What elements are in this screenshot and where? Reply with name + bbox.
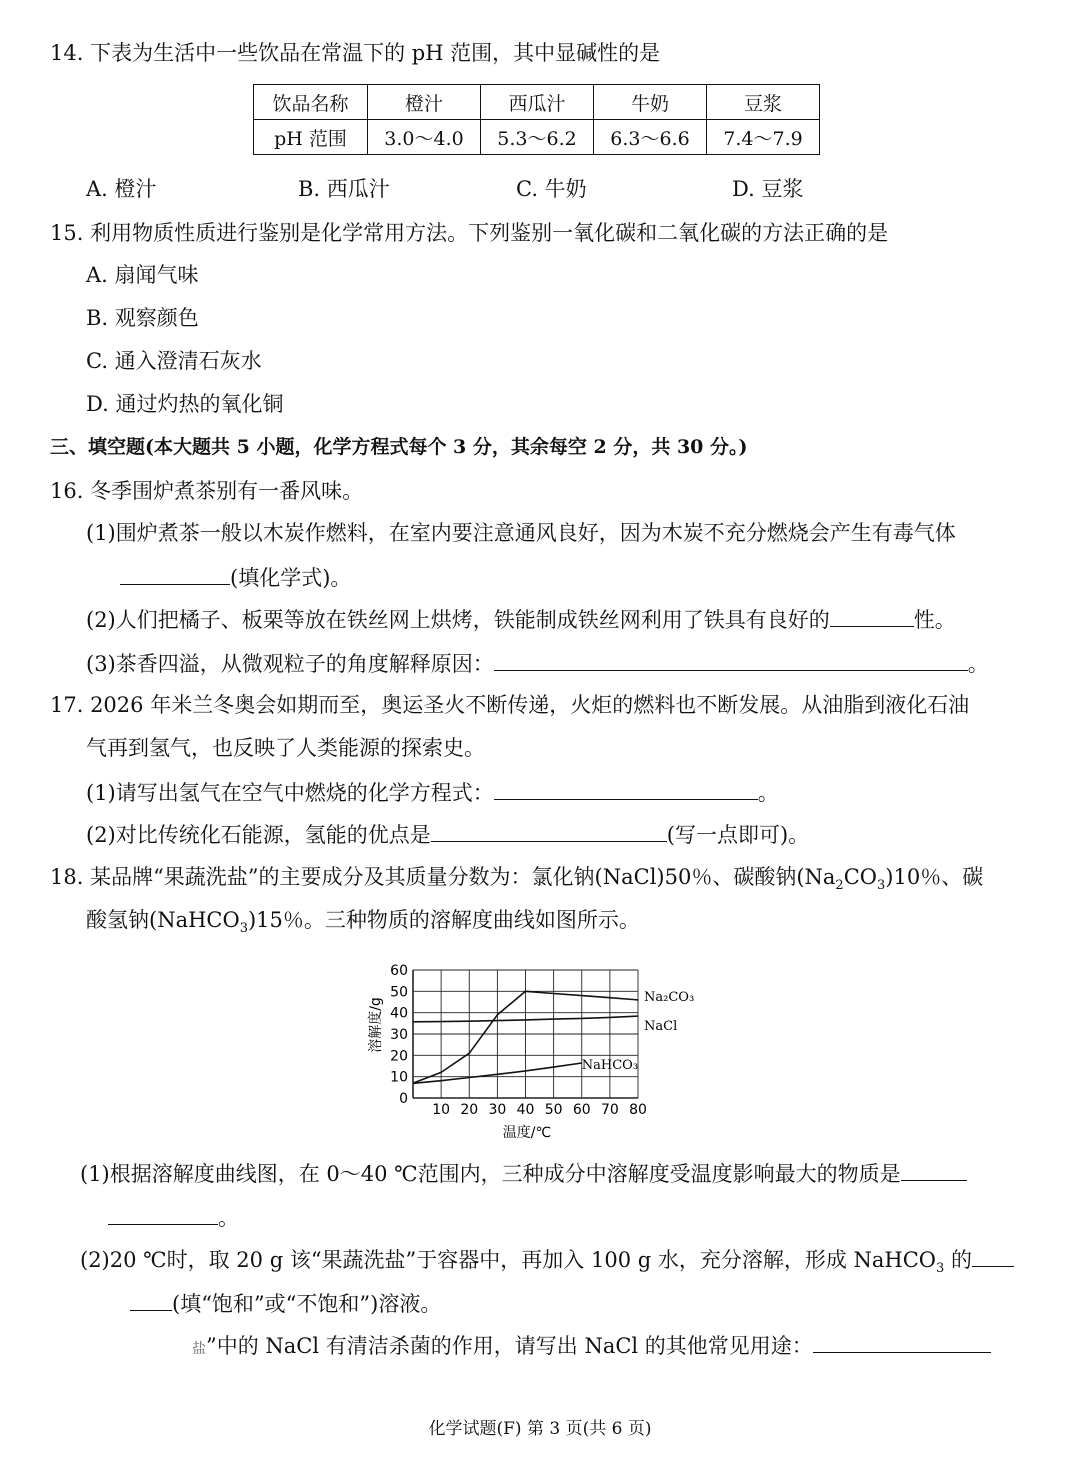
table-cell: 7.4～7.9 [707,120,820,155]
q16-p1-line [86,562,351,593]
q17-stem1: 17. 2026 年米兰冬奥会如期而至，奥运圣火不断传递，火炬的燃料也不断发展。从油脂到液化石油 [50,693,970,717]
table-cell: 牛奶 [594,85,707,120]
q18-stem1 [50,862,983,901]
q15-option-b: B. 观察颜色 [86,306,199,330]
y-tick-label: 0 [399,1091,408,1107]
q14-option-c: C. 牛奶 [516,177,587,201]
table-cell: 豆浆 [707,85,820,120]
y-tick-label: 10 [390,1069,408,1086]
x-tick-label: 20 [460,1102,479,1118]
q17-p1-line [86,777,779,808]
answer-blank[interactable] [431,819,667,842]
y-tick-label: 60 [390,963,408,979]
q18-p2a: (2)20 ℃时，取 20 g 该“果蔬洗盐”于容器中，再加入 100 g 水，充分溶解，形成 NaHCO [80,1248,937,1272]
table-cell: 5.3～6.2 [481,120,594,155]
y-tick-label: 50 [390,984,408,1001]
x-tick-label: 70 [600,1102,619,1118]
q16-p2a: (2)人们把橘子、板栗等放在铁丝网上烘烤，铁能制成铁丝网利用了铁具有良好的 [86,608,830,632]
y-tick-label: 30 [390,1027,408,1043]
section-heading: 三、填空题(本大题共 5 小题，化学方程式每个 3 分，其余每空 2 分，共 30 分。) [50,436,748,458]
table-cell: pH 范围 [254,120,368,155]
chart-ticks [390,963,647,1118]
table-cell: 3.0～4.0 [368,120,481,155]
answer-blank[interactable] [813,1330,991,1353]
ph-table [253,84,820,155]
q15-option-c: C. 通入澄清石灰水 [86,349,262,373]
y-tick-label: 40 [390,1005,408,1022]
q14-option-b: B. 西瓜汁 [298,177,390,201]
answer-blank[interactable] [108,1202,218,1225]
solubility-chart [360,955,710,1145]
answer-blank[interactable] [972,1244,1014,1267]
q16-stem: 16. 冬季围炉煮茶别有一番风味。 [50,479,364,503]
series-label: Na₂CO₃ [644,989,695,1005]
answer-blank[interactable] [901,1158,967,1181]
q18-stem2b: )15％。三种物质的溶解度曲线如图所示。 [247,908,640,932]
q14-option-d: D. 豆浆 [732,177,804,201]
q16-p3-line [86,648,989,679]
q14-stem: 14. 下表为生活中一些饮品在常温下的 pH 范围，其中显碱性的是 [50,41,661,65]
series-label: NaHCO₃ [581,1058,639,1074]
q14-option-a: A. 橙汁 [86,177,157,201]
answer-blank[interactable] [120,562,230,585]
q18-p2c: (填“饱和”或“不饱和”)溶液。 [172,1292,442,1316]
subscript: 3 [239,921,248,937]
table-cell: 橙汁 [368,85,481,120]
q16-p3b: 。 [967,652,989,676]
q18-p1a: (1)根据溶解度曲线图，在 0～40 ℃范围内，三种成分中溶解度受温度影响最大的物质是 [80,1162,901,1186]
series-label: NaCl [644,1019,678,1035]
y-tick-label: 20 [390,1048,408,1065]
q16-p1a: (1)围炉煮茶一般以木炭作燃料，在室内要注意通风良好，因为木炭不充分燃烧会产生有毒气体 [86,521,956,545]
q15-option-d: D. 通过灼热的氧化铜 [86,392,284,416]
x-tick-label: 50 [544,1102,563,1118]
answer-blank[interactable] [494,648,968,671]
q18-p1-line [80,1158,967,1189]
x-tick-label: 60 [572,1102,591,1118]
x-tick-label: 10 [432,1102,451,1118]
q16-p2b: 性。 [913,608,956,632]
q18-p3-fragment: 盐 [192,1341,206,1357]
subscript: 2 [835,878,844,894]
q18-p2b: 的 [944,1248,972,1272]
table-cell: 6.3～6.6 [594,120,707,155]
q18-p3-line [192,1330,991,1364]
q16-p1b: (填化学式)。 [230,566,352,590]
q16-p2-line [86,604,956,635]
q17-stem2: 气再到氢气，也反映了人类能源的探索史。 [86,736,485,760]
q17-p2b: (写一点即可)。 [666,823,810,847]
table-cell: 饮品名称 [254,85,368,120]
x-tick-label: 40 [516,1102,535,1118]
q17-p2a: (2)对比传统化石能源，氢能的优点是 [86,823,431,847]
q18-p1-cont [108,1202,239,1233]
q18-p1b: 。 [218,1206,239,1230]
q17-p2-line [86,819,809,850]
answer-blank[interactable] [494,777,758,800]
table-row [254,85,820,120]
answer-blank[interactable] [830,604,914,627]
y-axis-label: 溶解度/g [368,997,384,1053]
q15-stem: 15. 利用物质性质进行鉴别是化学常用方法。下列鉴别一氧化碳和二氧化碳的方法正确的是 [50,221,889,245]
subscript: 3 [936,1261,945,1277]
q18-p2-line [80,1244,1014,1284]
q15-option-a: A. 扇闻气味 [86,263,199,287]
x-tick-label: 80 [629,1102,647,1118]
q18-stem1c: )10％、碳 [885,865,984,889]
x-tick-label: 30 [488,1102,507,1118]
q18-stem1b: CO [843,865,877,889]
answer-blank[interactable] [130,1288,172,1311]
table-cell: 西瓜汁 [481,85,594,120]
q16-p3a: (3)茶香四溢，从微观粒子的角度解释原因： [86,652,494,676]
q18-p3: ”中的 NaCl 有清洁杀菌的作用，请写出 NaCl 的其他常见用途： [206,1334,813,1358]
q17-p1b: 。 [757,781,779,805]
subscript: 3 [877,878,886,894]
q18-stem1a: 18. 某品牌“果蔬洗盐”的主要成分及其质量分数为：氯化钠(NaCl)50％、碳酸钠(Na [50,865,836,889]
page-footer: 化学试题(F) 第 3 页(共 6 页) [428,1419,652,1439]
q18-stem2a: 酸氢钠(NaHCO [86,908,240,932]
chart-grid [413,970,638,1098]
x-axis-label: 温度/℃ [502,1125,552,1141]
table-row [254,120,820,155]
q18-p2-cont [130,1288,441,1319]
q17-p1a: (1)请写出氢气在空气中燃烧的化学方程式： [86,781,494,805]
q18-stem2 [86,905,640,944]
